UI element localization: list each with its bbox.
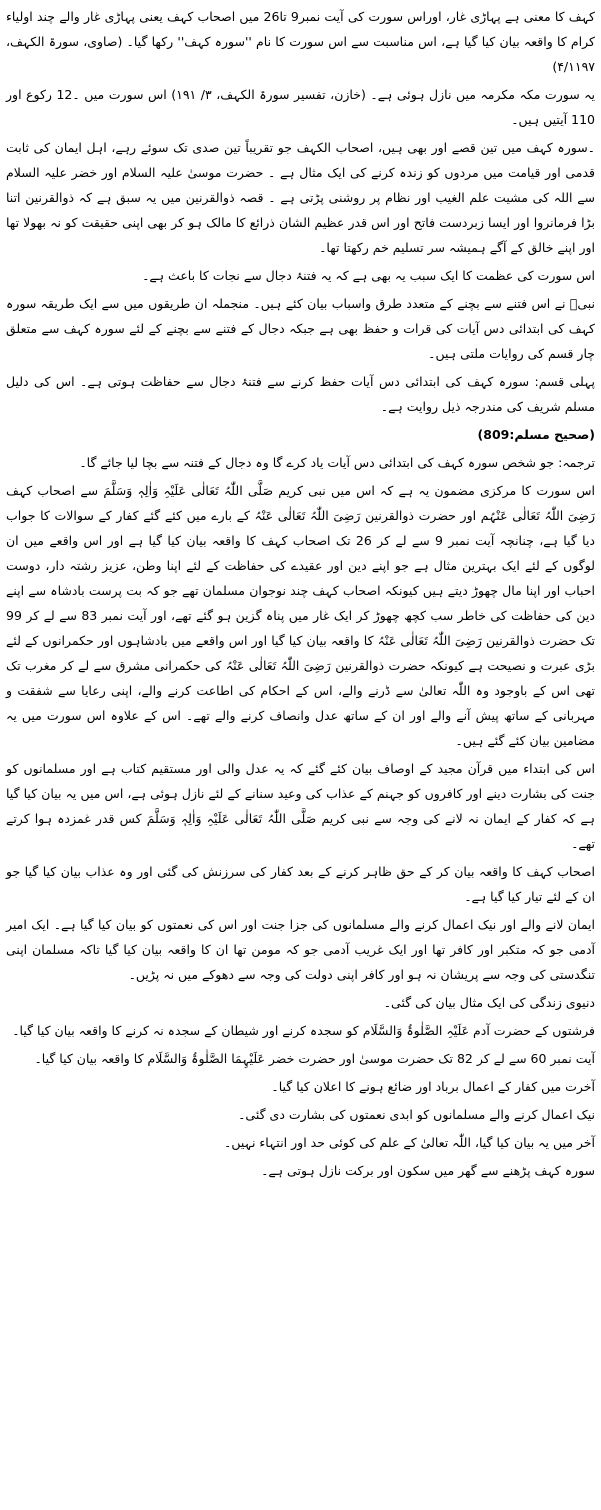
paragraph-narrations: نبیؐ نے اس فتنے سے بچنے کے متعدد طرق واسباب بیان کئے ہیں۔ منجملہ ان طریقوں میں سے ایک طریقہ سورہ کہف کی ابتدائی دس آیات کی قرات و حفظ بھی ہے جبکہ دجال کے فتنے سے بچنے کے لئے سورہ کہف سے متعلق چار قسم کی روایات ملتی ہیں۔ — [6, 296, 595, 361]
paragraph-musa-khidr: آیت نمبر 60 سے لے کر 82 تک حضرت موسیٰ اور حضرت خضر عَلَیْہِمَا الصَّلٰوۃُ وَالسَّلَام کا واقعہ بیان کیا گیا۔ — [34, 1051, 595, 1066]
paragraph-blessing: سورہ کہف پڑھنے سے گھر میں سکون اور برکت نازل ہوتی ہے۔ — [261, 1163, 595, 1178]
paragraph-central-theme: اس سورت کا مرکزی مضمون یہ ہے کہ اس میں نبی کریم صَلَّی اللّٰہُ تَعَالٰی عَلَیْہِ وَاٰلِہٖ وَسَلَّمَ سے اصحاب کہف رَضِیَ اللّٰہُ تَعَالٰی عَنْہُم اور حضرت ذوالقرنین رَضِیَ اللّٰہُ تَعَالٰی عَنْہُ کے بارے میں کئے گئے کفار کے سوالات کا جواب دیا گیا ہے، چنانچہ آیت نمبر 9 سے لے کر 26 تک اصحاب کہف کا واقعہ بیان کیا گیا ہے اور اس واقعے میں ان لوگوں کے لئے ایک بہترین مثال ہے جو اپنے دین اور عقیدے کی حفاظت کے لئے اپنا وطن، عزیز رشتہ دار، دوست احباب اور اپنا مال چھوڑ دیتے ہیں کیونکہ اصحاب کہف چند نوجوان مسلمان تھے جو کہ بت پرست بادشاہ سے اپنے دین کی حفاظت کی خاطر سب کچھ چھوڑ کر ایک غار میں پناہ گزین ہو گئے تھے، اور آیت نمبر 83 سے لے کر 99 تک حضرت ذوالقرنین رَضِیَ اللّٰہُ تَعَالٰی عَنْہُ کا واقعہ بیان کیا گیا اور اس واقعے میں بادشاہوں اور حکمرانوں کے لئے بڑی عبرت و نصیحت ہے کیونکہ حضرت ذوالقرنین رَضِیَ اللّٰہُ تَعَالٰی عَنْہُ کی حکمرانی مشرق سے لے کر مغرب تک تھی اس کے باوجود وہ اللّٰہ تعالیٰ سے ڈرنے والے، اس کے احکام کی اطاعت کرنے والے، اپنی رعایا سے شفقت و مہربانی کے ساتھ پیش آنے والے اور ان کے ساتھ عدل وانصاف کرنے والے تھے۔ اس کے علاوہ اس سورت میں یہ مضامین بیان کئے گئے ہیں۔ — [6, 483, 595, 748]
paragraph-revelation: یہ سورت مکہ مکرمہ میں نازل ہوئی ہے۔ (خازن، تفسیر سورۃ الکہف، ۳/ ۱۹۱) اس سورت میں ۔12 رکوع اور 110 آیتیں ہیں۔ — [6, 87, 595, 127]
paragraph-kahf-story: اصحاب کہف کا واقعہ بیان کر کے حق ظاہر کرنے کے بعد کفار کی سرزنش کی گئی اور وہ عذاب بیان کیا گیا جو ان کے لئے تیار کیا گیا ہے۔ — [6, 864, 595, 904]
paragraph-knowledge-limitless: آخر میں یہ بیان کیا گیا، اللّٰہ تعالیٰ کے علم کی کوئی حد اور انتہاء نہیں۔ — [224, 1135, 595, 1150]
paragraph-believers-reward: ایمان لانے والے اور نیک اعمال کرنے والے مسلمانوں کی جزا جنت اور اس کی نعمتوں کو بیان کیا گیا ہے۔ ایک امیر آدمی جو کہ متکبر اور کافر تھا اور ایک غریب آدمی جو کہ مومن تھا ان کا واقعہ بیان کیا گیا تاکہ مسلمان اپنی تنگدستی کی وجہ سے پریشان نہ ہو اور کافر اپنی دولت کی وجہ سے دھوکے میں نہ پڑیں۔ — [6, 917, 595, 982]
paragraph-dajjal-protection: اس سورت کی عظمت کا ایک سبب یہ بھی ہے کہ یہ فتنۂ دجال سے نجات کا باعث ہے۔ — [142, 268, 595, 283]
paragraph-hereafter: آخرت میں کفار کے اعمال برباد اور ضائع ہونے کا اعلان کیا گیا۔ — [271, 1079, 595, 1094]
paragraph-worldly-life: دنیوی زندگی کی ایک مثال بیان کی گئی۔ — [383, 995, 595, 1010]
paragraph-first-type: پہلی قسم: سورہ کہف کی ابتدائی دس آیات حفظ کرنے سے فتنۂ دجال سے حفاظت ہوتی ہے۔ اس کی دلیل مسلم شریف کی مندرجہ ذیل روایت ہے۔ — [6, 374, 595, 414]
article-body — [6, 0, 595, 1183]
paragraph-quran-attributes: اس کی ابتداء میں قرآن مجید کے اوصاف بیان کئے گئے کہ یہ عدل والی اور مستقیم کتاب ہے اور مسلمانوں کو جنت کی بشارت دینے اور کافروں کو جہنم کے عذاب کی وعید سنانے کے لئے نازل ہوئی ہے، اس میں یہ بیان کیا گیا ہے کہ کفار کے ایمان نہ لانے کی وجہ سے نبی کریم صَلَّی اللّٰہُ تَعَالٰی عَلَیْہِ وَاٰلِہٖ وَسَلَّمَ کس قدر غمزدہ ہوا کرتے تھے۔ — [6, 761, 595, 851]
paragraph-three-stories: ۔سورہ کہف میں تین قصے اور بھی ہیں، اصحاب الکہف جو تقریباً تین صدی تک سوئے رہے، اہل ایمان کی ثابت قدمی اور قیامت میں مردوں کو زندہ کرنے کی ایک مثال ہے ۔ حضرت موسیٰ علیہ السلام اور خضر علیہ السلام سے اللہ کی مشیت علم الغیب اور نظام پر روشنی پڑتی ہے ۔ قصہ ذوالقرنین میں یہ سبق ہے کہ ذوالقرنین اتنا بڑا فرمانروا اور ایسا زبردست فاتح اور اس قدر عظیم الشان ذرائع کا مالک ہو کر بھی اپنی حقیقت کو نہ بھولا تھا اور اپنے خالق کے آگے ہمیشہ سر تسلیم خم رکھتا تھا۔ — [6, 140, 595, 255]
paragraph-adam-story: فرشتوں کے حضرت آدم عَلَیْہِ الصَّلٰوۃُ وَالسَّلَام کو سجدہ کرنے اور شیطان کے سجدہ نہ کرنے کا واقعہ بیان کیا گیا۔ — [12, 1023, 595, 1038]
paragraph-translation: ترجمہ: جو شخص سورہ کہف کی ابتدائی دس آیات یاد کرے گا وہ دجال کے فتنہ سے بچا لیا جائے گا۔ — [79, 455, 595, 470]
paragraph-name-meaning: کہف کا معنی ہے پہاڑی غار، اوراس سورت کی آیت نمبر9 تا26 میں اصحاب کہف یعنی پہاڑی غار والے چند اولیاء کرام کا واقعہ بیان کیا گیا ہے، اس مناسبت سے اس سورت کا نام ''سورہ کہف'' رکھا گیا۔ (صاوی، سورۃ الکہف، ۴/۱۱۹۷) — [6, 9, 596, 74]
paragraph-good-deeds: نیک اعمال کرنے والے مسلمانوں کو ابدی نعمتوں کی بشارت دی گئی۔ — [238, 1107, 595, 1122]
hadith-reference: (صحیح مسلم:809) — [477, 427, 595, 442]
